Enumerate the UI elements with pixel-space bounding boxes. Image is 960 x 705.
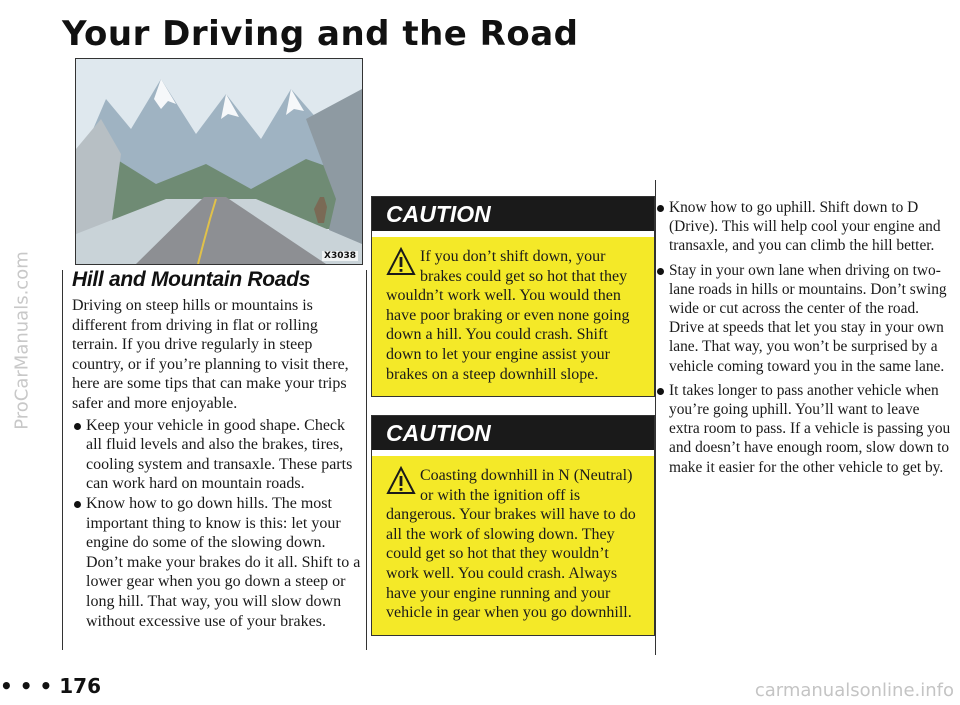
list-item: Know how to go uphill. Shift down to D (Drive). This will help cool your engine and transaxle, and you can climb the hill better. — [655, 198, 953, 256]
right-bullet-list — [655, 198, 953, 477]
intro-paragraph: Driving on steep hills or mountains is different from driving in flat or rolling terrain. If you drive regularly in steep country, or if you’re planning to visit there, here are some tips that can make your trips safer and more enjoyable. — [72, 297, 349, 412]
left-column-text — [72, 296, 364, 631]
page-title: Your Driving and the Road — [62, 14, 579, 54]
column-divider-middle — [366, 270, 367, 650]
caution-label: CAUTION — [372, 197, 654, 237]
page-number: • • • 176 — [0, 674, 101, 698]
caution-label: CAUTION — [372, 416, 654, 456]
left-bullet-list — [72, 416, 364, 632]
list-item: Stay in your own lane when driving on two-lane roads in hills or mountains. Don’t swing wide or cut across the center of the road. Drive at speeds that let you stay in your own lane. That way, you won’t be surprised by a vehicle coming toward you in the same lane. — [655, 261, 953, 376]
list-item: Keep your vehicle in good shape. Check all fluid levels and also the brakes, tires, cooling system and transaxle. These parts can work hard on mountain roads. — [72, 416, 364, 494]
caution-text: If you don’t shift down, your brakes could get so hot that they wouldn’t work well. You would then have poor braking or even none going down a hill. You could crash. Shift down to let your engine assist your brakes on a steep downhill slope. — [386, 248, 630, 383]
footer-watermark: carmanualsonline.info — [754, 680, 954, 701]
warning-triangle-icon — [386, 247, 416, 277]
mountain-road-illustration — [75, 58, 363, 265]
caution-body — [372, 237, 654, 396]
mountain-road-image — [76, 59, 362, 264]
list-item: Know how to go down hills. The most important thing to know is this: let your engine do some of the slowing down. Don’t make your brakes do it all. Shift to a lower gear when you go down a steep or long hill. That way, you will slow down without excessive use of your brakes. — [72, 494, 364, 631]
caution-text: Coasting downhill in N (Neutral) or with the ignition off is dangerous. Your brakes will have to do all the work of slowing down. They could get so hot that they wouldn’t work well. You could crash. Always have your engine running and your vehicle in gear when you go downhill. — [386, 467, 636, 622]
right-column-text — [655, 198, 953, 482]
section-heading: Hill and Mountain Roads — [72, 268, 311, 291]
column-divider-left — [62, 270, 63, 650]
warning-triangle-icon — [386, 466, 416, 496]
caution-box-coasting — [371, 415, 655, 636]
caution-box-shift-down — [371, 196, 655, 397]
side-watermark: ProCarManuals.com — [11, 251, 33, 430]
figure-code: X3038 — [324, 251, 356, 261]
caution-body — [372, 456, 654, 635]
list-item: It takes longer to pass another vehicle when you’re going uphill. You’ll want to leave extra room to pass. If a vehicle is passing you and doesn’t have enough room, slow down to make it easier for the other vehicle to get by. — [655, 381, 953, 477]
